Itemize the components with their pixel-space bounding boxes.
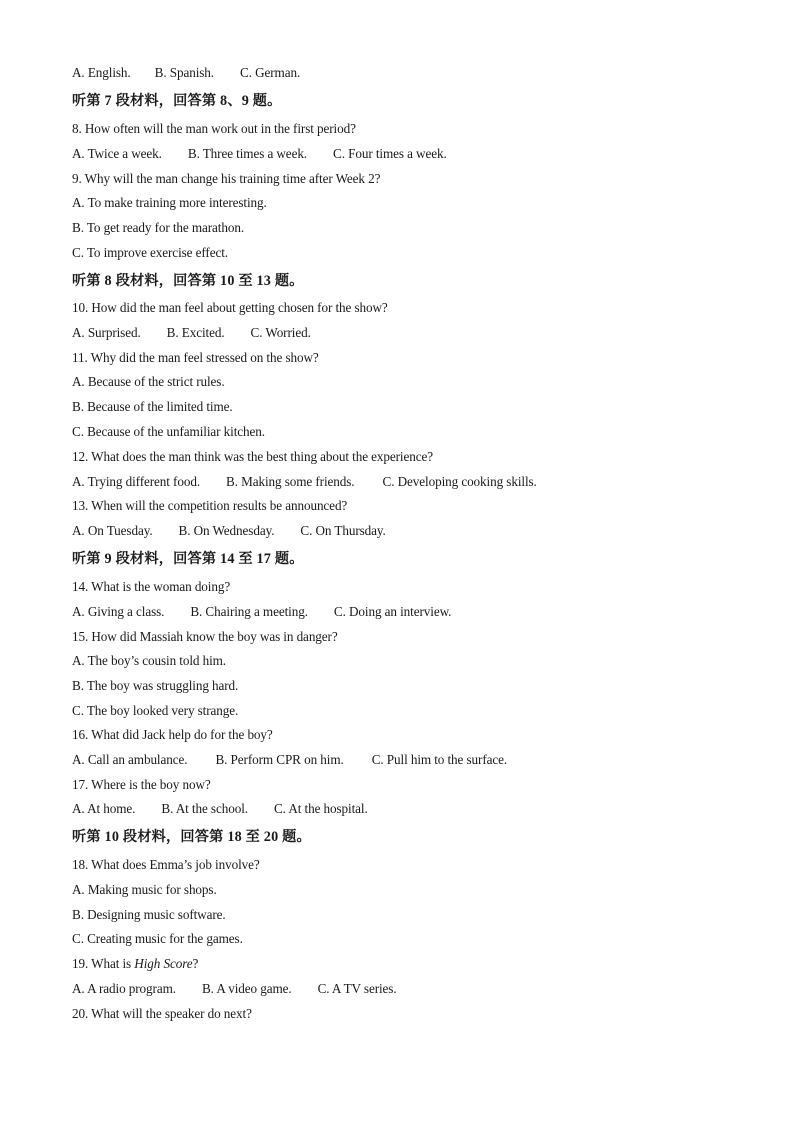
option-b: B. On Wednesday. [178,523,275,538]
question [72,956,198,972]
option-a: A. Surprised. [72,325,141,340]
answer-option: B. The boy was struggling hard. [72,678,239,693]
option-c: C. Pull him to the surface. [371,752,508,767]
answer-options [72,474,537,490]
answer-options [72,325,311,341]
question: 9. Why will the man change his training time after Week 2? [72,171,381,186]
question-text: 19. What is [72,956,135,971]
option-b: B. Three times a week. [187,146,308,161]
question: 8. How often will the man work out in the first period? [72,121,356,136]
option-c: C. On Thursday. [300,523,386,538]
option-a: A. English. [72,65,131,80]
question: 10. How did the man feel about getting chosen for the show? [72,300,388,315]
section-heading: 听第 10 段材料，回答第 18 至 20 题。 [72,829,311,845]
answer-options [72,981,397,997]
answer-options [72,146,447,162]
question-mark: ? [192,956,199,971]
question: 17. Where is the boy now? [72,777,211,792]
option-c: C. German. [239,65,301,80]
question: 20. What will the speaker do next? [72,1006,252,1021]
question: 15. How did Massiah know the boy was in danger? [72,629,338,644]
section-heading: 听第 8 段材料，回答第 10 至 13 题。 [72,273,304,289]
question: 12. What does the man think was the best thing about the experience? [72,449,434,464]
answer-options [72,523,386,539]
option-c: C. At the hospital. [273,801,368,816]
option-c: C. A TV series. [317,981,397,996]
option-a: A. On Tuesday. [72,523,153,538]
answer-option: B. Designing music software. [72,907,226,922]
option-b: B. Making some friends. [226,474,355,489]
option-c: C. Four times a week. [333,146,447,161]
option-c: C. Worried. [250,325,311,340]
option-a: A. Twice a week. [72,146,162,161]
answer-option: A. The boy’s cousin told him. [72,653,227,668]
answer-options [72,65,300,81]
answer-options [72,752,507,768]
section-heading: 听第 9 段材料，回答第 14 至 17 题。 [72,551,304,567]
answer-option: B. Because of the limited time. [72,399,233,414]
option-a: A. Giving a class. [72,604,165,619]
question: 16. What did Jack help do for the boy? [72,727,273,742]
option-c: C. Developing cooking skills. [382,474,537,489]
option-b: B. A video game. [201,981,292,996]
question: 13. When will the competition results be announced? [72,498,348,513]
answer-option: C. Creating music for the games. [72,931,243,946]
option-a: A. A radio program. [72,981,176,996]
answer-option: B. To get ready for the marathon. [72,220,245,235]
option-b: B. Chairing a meeting. [190,604,308,619]
question: 14. What is the woman doing? [72,579,231,594]
option-b: B. Spanish. [154,65,214,80]
option-a: A. Call an ambulance. [72,752,188,767]
answer-option: C. Because of the unfamiliar kitchen. [72,424,265,439]
question: 18. What does Emma’s job involve? [72,857,260,872]
option-a: A. At home. [72,801,136,816]
answer-options [72,801,368,817]
answer-option: A. Making music for shops. [72,882,217,897]
question: 11. Why did the man feel stressed on the show? [72,350,319,365]
option-c: C. Doing an interview. [333,604,452,619]
option-b: B. Perform CPR on him. [215,752,344,767]
answer-option: A. To make training more interesting. [72,195,267,210]
answer-option: C. To improve exercise effect. [72,245,228,260]
answer-option: A. Because of the strict rules. [72,374,225,389]
option-a: A. Trying different food. [72,474,201,489]
answer-option: C. The boy looked very strange. [72,703,239,718]
section-heading: 听第 7 段材料，回答第 8、9 题。 [72,93,282,109]
option-b: B. At the school. [161,801,248,816]
title-italic: High Score [134,956,193,971]
answer-options [72,604,451,620]
option-b: B. Excited. [166,325,225,340]
